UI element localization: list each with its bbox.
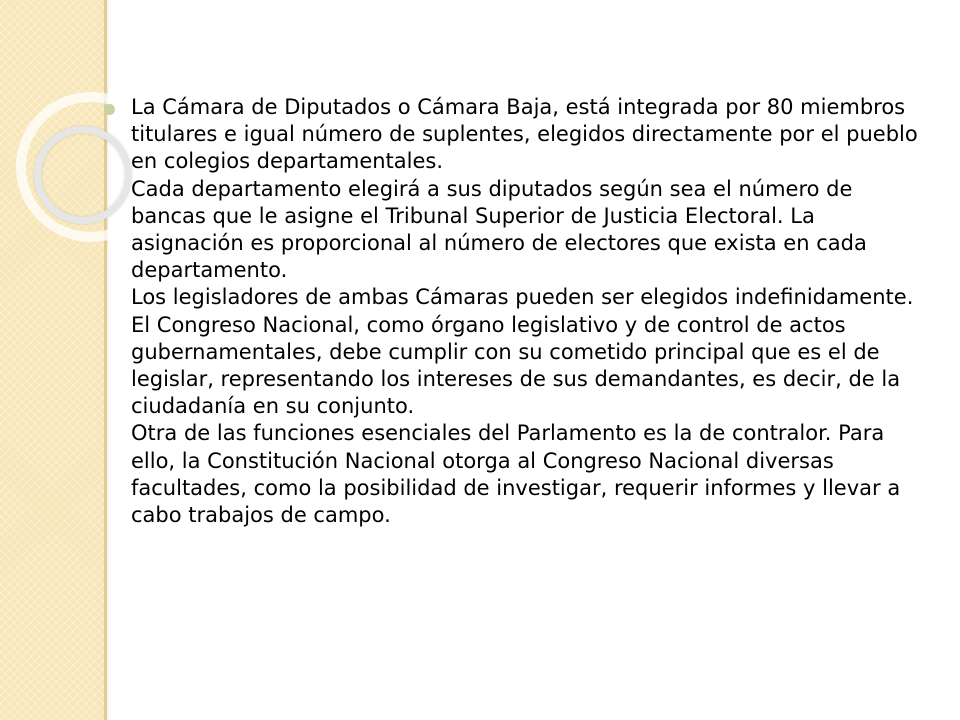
- paragraph-funcion-contralor: Otra de las funciones esenciales del Parlamento es la de contralor. Para ello, la Constitución Nacional otorga al Congreso Nacional diversas facultades, como la posibilidad de investigar, requerir informes y llevar a cabo trabajos de campo.: [131, 421, 901, 528]
- paragraph-camara-diputados: La Cámara de Diputados o Cámara Baja, está integrada por 80 miembros titulares e igual número de suplentes, elegidos directamente por el pueblo en colegios departamentales.: [131, 95, 918, 174]
- paragraph-reeleccion: Los legisladores de ambas Cámaras pueden ser elegidos indefinidamente.: [131, 285, 914, 310]
- paragraph-congreso-nacional: El Congreso Nacional, como órgano legislativo y de control de actos gubernamentales, debe cumplir con su cometido principal que es el de legislar, representando los intereses de sus demandantes, es decir, de la ciudadanía en su conjunto.: [131, 312, 901, 419]
- slide-content: [104, 94, 924, 529]
- bullet-icon: [104, 104, 115, 115]
- bullet-text: [131, 94, 924, 529]
- paragraph-departamentos: Cada departamento elegirá a sus diputados según sea el número de bancas que le asigne el Tribunal Superior de Justicia Electoral. La asignación es proporcional al número de electores que exista en cada departamento.: [131, 176, 867, 283]
